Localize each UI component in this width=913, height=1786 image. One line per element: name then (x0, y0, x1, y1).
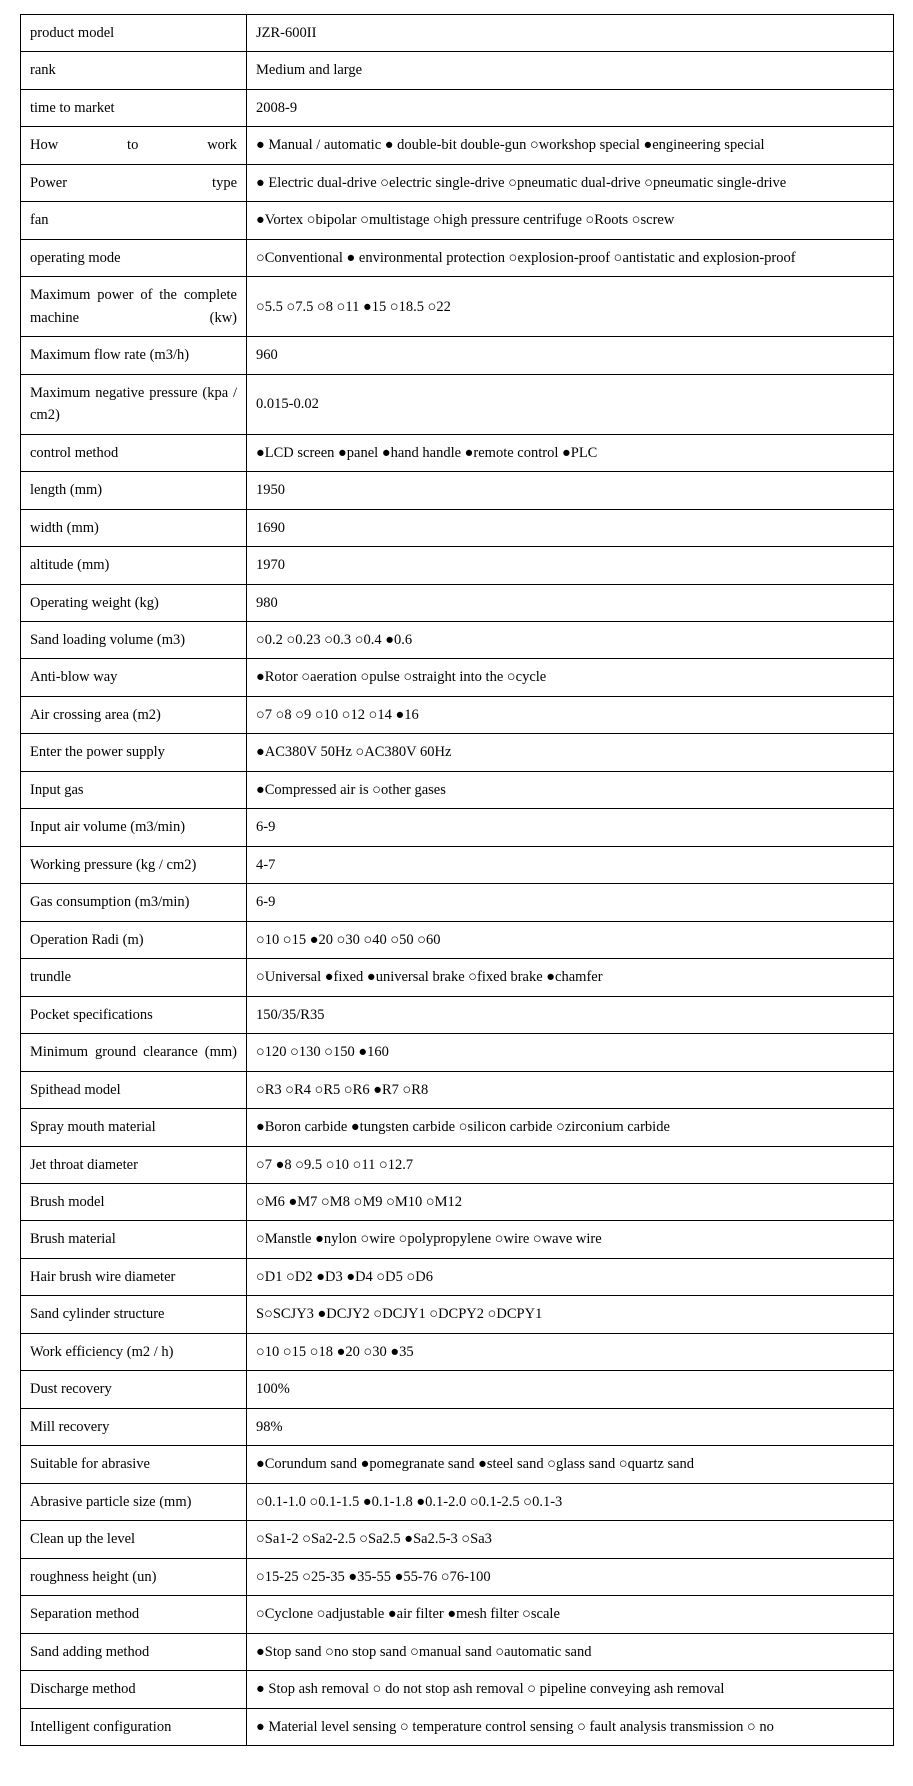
spec-label: rank (21, 52, 247, 89)
table-row (21, 1034, 894, 1071)
spec-value: ●AC380V 50Hz ○AC380V 60Hz (247, 734, 894, 771)
spec-label: Sand cylinder structure (21, 1296, 247, 1333)
table-row (21, 1258, 894, 1295)
spec-value: ○7 ●8 ○9.5 ○10 ○11 ○12.7 (247, 1146, 894, 1183)
spec-value: ●Boron carbide ●tungsten carbide ○silicon carbide ○zirconium carbide (247, 1109, 894, 1146)
spec-label: Work efficiency (m2 / h) (21, 1333, 247, 1370)
spec-value: ○M6 ●M7 ○M8 ○M9 ○M10 ○M12 (247, 1184, 894, 1221)
spec-value: ○Universal ●fixed ●universal brake ○fixed brake ●chamfer (247, 959, 894, 996)
spec-value: 960 (247, 337, 894, 374)
spec-value: ○5.5 ○7.5 ○8 ○11 ●15 ○18.5 ○22 (247, 277, 894, 337)
table-row (21, 809, 894, 846)
spec-value: ○D1 ○D2 ●D3 ●D4 ○D5 ○D6 (247, 1258, 894, 1295)
table-row (21, 1558, 894, 1595)
spec-label: altitude (mm) (21, 547, 247, 584)
table-row (21, 921, 894, 958)
table-row (21, 1708, 894, 1745)
table-row (21, 1671, 894, 1708)
spec-label: Clean up the level (21, 1521, 247, 1558)
table-row (21, 509, 894, 546)
spec-label: Maximum flow rate (m3/h) (21, 337, 247, 374)
table-row (21, 1408, 894, 1445)
table-row (21, 1146, 894, 1183)
table-row (21, 1596, 894, 1633)
spec-label: Enter the power supply (21, 734, 247, 771)
spec-value: Medium and large (247, 52, 894, 89)
spec-label: Maximum power of the complete machine (kw) (21, 277, 247, 337)
table-row (21, 337, 894, 374)
spec-value: 980 (247, 584, 894, 621)
spec-value: 150/35/R35 (247, 996, 894, 1033)
table-row (21, 1446, 894, 1483)
table-row (21, 1633, 894, 1670)
table-row (21, 547, 894, 584)
spec-label: Hair brush wire diameter (21, 1258, 247, 1295)
spec-label: roughness height (un) (21, 1558, 247, 1595)
table-row (21, 164, 894, 201)
spec-value: ●Vortex ○bipolar ○multistage ○high pressure centrifuge ○Roots ○screw (247, 202, 894, 239)
spec-value: ●Compressed air is ○other gases (247, 771, 894, 808)
spec-value: 0.015-0.02 (247, 374, 894, 434)
spec-label: Sand loading volume (m3) (21, 621, 247, 658)
spec-label: Spithead model (21, 1071, 247, 1108)
spec-label: Mill recovery (21, 1408, 247, 1445)
spec-label: Dust recovery (21, 1371, 247, 1408)
spec-value: 6-9 (247, 809, 894, 846)
table-row (21, 1221, 894, 1258)
spec-value: ○0.2 ○0.23 ○0.3 ○0.4 ●0.6 (247, 621, 894, 658)
table-row (21, 734, 894, 771)
spec-label: Power type (21, 164, 247, 201)
table-row (21, 696, 894, 733)
spec-value: 98% (247, 1408, 894, 1445)
spec-value: ●Stop sand ○no stop sand ○manual sand ○automatic sand (247, 1633, 894, 1670)
table-row (21, 52, 894, 89)
spec-value: ○7 ○8 ○9 ○10 ○12 ○14 ●16 (247, 696, 894, 733)
spec-label: Spray mouth material (21, 1109, 247, 1146)
table-row (21, 374, 894, 434)
spec-label: Abrasive particle size (mm) (21, 1483, 247, 1520)
spec-value: ○Cyclone ○adjustable ●air filter ●mesh filter ○scale (247, 1596, 894, 1633)
table-row (21, 472, 894, 509)
spec-label: Anti-blow way (21, 659, 247, 696)
specification-table-body (21, 15, 894, 1746)
spec-value: 4-7 (247, 846, 894, 883)
spec-label: Maximum negative pressure (kpa / cm2) (21, 374, 247, 434)
spec-label: Operating weight (kg) (21, 584, 247, 621)
spec-label: time to market (21, 89, 247, 126)
spec-value: S○SCJY3 ●DCJY2 ○DCJY1 ○DCPY2 ○DCPY1 (247, 1296, 894, 1333)
spec-label: Gas consumption (m3/min) (21, 884, 247, 921)
spec-value: 2008-9 (247, 89, 894, 126)
spec-label: Sand adding method (21, 1633, 247, 1670)
spec-label: product model (21, 15, 247, 52)
table-row (21, 127, 894, 164)
table-row (21, 959, 894, 996)
spec-value: 6-9 (247, 884, 894, 921)
spec-value: 1690 (247, 509, 894, 546)
spec-value: ○10 ○15 ○18 ●20 ○30 ●35 (247, 1333, 894, 1370)
spec-value: 1950 (247, 472, 894, 509)
table-row (21, 1333, 894, 1370)
table-row (21, 89, 894, 126)
table-row (21, 1184, 894, 1221)
table-row (21, 621, 894, 658)
spec-label: trundle (21, 959, 247, 996)
spec-label: Pocket specifications (21, 996, 247, 1033)
spec-value: ○Sa1-2 ○Sa2-2.5 ○Sa2.5 ●Sa2.5-3 ○Sa3 (247, 1521, 894, 1558)
spec-value: ● Material level sensing ○ temperature control sensing ○ fault analysis transmission ○ no (247, 1708, 894, 1745)
spec-label: Separation method (21, 1596, 247, 1633)
spec-value: ●LCD screen ●panel ●hand handle ●remote control ●PLC (247, 434, 894, 471)
spec-value: JZR-600II (247, 15, 894, 52)
table-row (21, 239, 894, 276)
spec-label: Operation Radi (m) (21, 921, 247, 958)
spec-label: Discharge method (21, 1671, 247, 1708)
spec-label: width (mm) (21, 509, 247, 546)
table-row (21, 1371, 894, 1408)
spec-value: ●Corundum sand ●pomegranate sand ●steel sand ○glass sand ○quartz sand (247, 1446, 894, 1483)
table-row (21, 434, 894, 471)
table-row (21, 996, 894, 1033)
spec-value: ●Rotor ○aeration ○pulse ○straight into the ○cycle (247, 659, 894, 696)
spec-label: Working pressure (kg / cm2) (21, 846, 247, 883)
spec-label: fan (21, 202, 247, 239)
spec-value: ● Electric dual-drive ○electric single-drive ○pneumatic dual-drive ○pneumatic single-drive (247, 164, 894, 201)
spec-label: Brush material (21, 1221, 247, 1258)
spec-label: Input gas (21, 771, 247, 808)
spec-value: ○120 ○130 ○150 ●160 (247, 1034, 894, 1071)
spec-label: length (mm) (21, 472, 247, 509)
spec-label: Air crossing area (m2) (21, 696, 247, 733)
spec-label: Intelligent configuration (21, 1708, 247, 1745)
table-row (21, 1521, 894, 1558)
spec-label: Minimum ground clearance (mm) (21, 1034, 247, 1071)
spec-label: Input air volume (m3/min) (21, 809, 247, 846)
table-row (21, 15, 894, 52)
spec-label: Jet throat diameter (21, 1146, 247, 1183)
spec-label: control method (21, 434, 247, 471)
table-row (21, 1296, 894, 1333)
spec-value: ○10 ○15 ●20 ○30 ○40 ○50 ○60 (247, 921, 894, 958)
table-row (21, 584, 894, 621)
specification-table (20, 14, 894, 1746)
table-row (21, 1071, 894, 1108)
spec-value: ● Stop ash removal ○ do not stop ash removal ○ pipeline conveying ash removal (247, 1671, 894, 1708)
table-row (21, 277, 894, 337)
table-row (21, 1483, 894, 1520)
table-row (21, 771, 894, 808)
table-row (21, 846, 894, 883)
spec-value: ○15-25 ○25-35 ●35-55 ●55-76 ○76-100 (247, 1558, 894, 1595)
spec-value: 1970 (247, 547, 894, 584)
spec-label: operating mode (21, 239, 247, 276)
spec-value: ○0.1-1.0 ○0.1-1.5 ●0.1-1.8 ●0.1-2.0 ○0.1-2.5 ○0.1-3 (247, 1483, 894, 1520)
spec-value: 100% (247, 1371, 894, 1408)
spec-value: ○R3 ○R4 ○R5 ○R6 ●R7 ○R8 (247, 1071, 894, 1108)
spec-value: ○Conventional ● environmental protection ○explosion-proof ○antistatic and explosion-proof (247, 239, 894, 276)
spec-label: How to work (21, 127, 247, 164)
table-row (21, 884, 894, 921)
spec-value: ● Manual / automatic ● double-bit double-gun ○workshop special ●engineering special (247, 127, 894, 164)
table-row (21, 202, 894, 239)
spec-label: Brush model (21, 1184, 247, 1221)
spec-label: Suitable for abrasive (21, 1446, 247, 1483)
table-row (21, 1109, 894, 1146)
table-row (21, 659, 894, 696)
spec-value: ○Manstle ●nylon ○wire ○polypropylene ○wire ○wave wire (247, 1221, 894, 1258)
